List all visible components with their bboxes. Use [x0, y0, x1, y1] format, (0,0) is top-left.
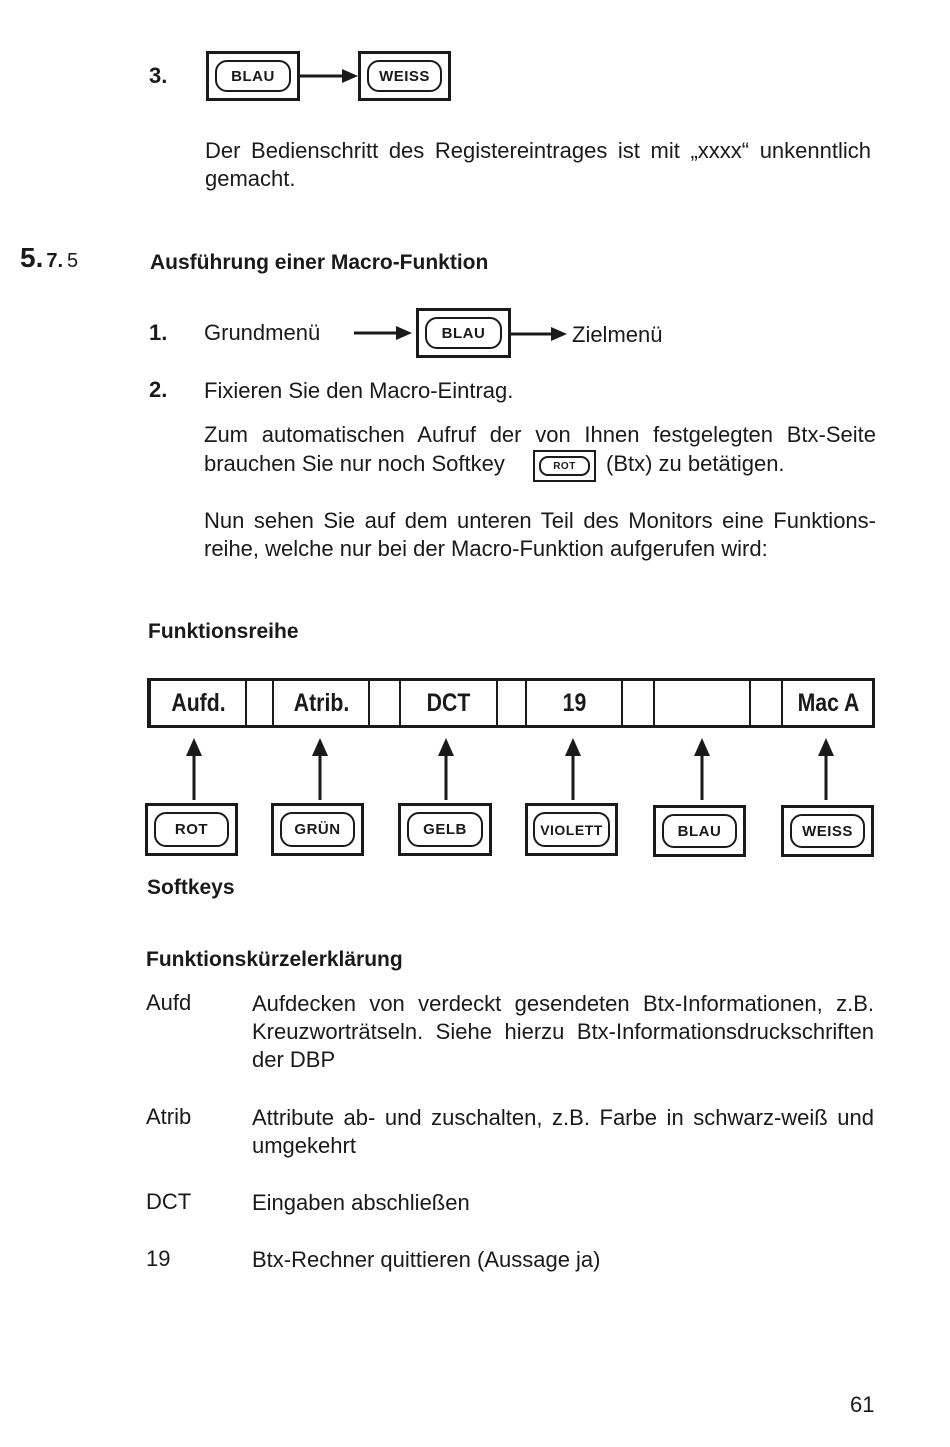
- softkey-gruen: [271, 803, 364, 856]
- cell-divider: [496, 681, 498, 725]
- arrow-up-icon: [436, 738, 456, 800]
- softkeys-heading: Softkeys: [147, 876, 235, 899]
- key-label: ROT: [154, 812, 229, 847]
- cell-divider: [749, 681, 751, 725]
- abbr-definition: [252, 1246, 874, 1274]
- paragraph: [204, 507, 876, 563]
- paragraph: [204, 421, 876, 449]
- arrow-right-icon: [354, 323, 414, 343]
- blau-key: [416, 308, 511, 358]
- function-cell: Mac A: [797, 688, 860, 717]
- key-label: GRÜN: [280, 812, 355, 847]
- function-cell: Atrib.: [293, 688, 350, 717]
- text-line: Aufdecken von verdeckt gesendeten Btx-Informationen, z.B.: [252, 991, 874, 1016]
- text-line: reihe, welche nur bei der Macro-Funktion aufgerufen wird:: [204, 536, 768, 561]
- section-number: [20, 243, 78, 278]
- step-number: 2.: [149, 377, 168, 402]
- arrow-up-icon: [184, 738, 204, 800]
- softkey-violett: [525, 803, 618, 856]
- cell-divider: [621, 681, 623, 725]
- section-title: Ausführung einer Macro-Funktion: [150, 251, 489, 274]
- arrow-up-icon: [692, 738, 712, 800]
- arrow-up-icon: [816, 738, 836, 800]
- step-number: 1.: [149, 320, 168, 345]
- cell-divider: [653, 681, 655, 725]
- cell-divider: [525, 681, 527, 725]
- blau-key: [206, 51, 300, 101]
- key-label: VIOLETT: [533, 812, 610, 847]
- text-line: der DBP: [252, 1047, 336, 1072]
- cell-divider: [399, 681, 401, 725]
- abbr-term: Atrib: [146, 1104, 192, 1129]
- text-line: Eingaben abschließen: [252, 1190, 470, 1215]
- arrow-up-icon: [310, 738, 330, 800]
- cell-divider: [245, 681, 247, 725]
- function-cell: 19: [562, 688, 587, 717]
- step-number: 3.: [149, 63, 168, 88]
- function-cell: DCT: [426, 688, 471, 717]
- text-line: Der Bedienschritt des Registereintrages ist mit „xxxx“ unkenntlich: [205, 138, 871, 163]
- key-label: BLAU: [425, 317, 502, 349]
- arrow-right-icon: [511, 324, 569, 344]
- abbr-definition: [252, 1189, 874, 1217]
- section-number-minor: 5: [67, 250, 79, 272]
- rot-key: [533, 450, 596, 482]
- funktionsreihe-heading: Funktionsreihe: [148, 620, 299, 643]
- step-text: Fixieren Sie den Macro-Eintrag.: [204, 378, 514, 403]
- softkey-blau: [653, 805, 746, 857]
- text-line: Nun sehen Sie auf dem unteren Teil des Monitors eine Funktions-: [204, 508, 876, 533]
- text-line: Btx-Rechner quittieren (Aussage ja): [252, 1247, 601, 1272]
- text-line: umgekehrt: [252, 1133, 356, 1158]
- arrow-right-icon: [300, 66, 360, 86]
- function-cell: Aufd.: [171, 688, 226, 717]
- function-cell: [662, 681, 743, 725]
- section-number-mid: 7.: [46, 250, 64, 272]
- text-line: Zum automatischen Aufruf der von Ihnen festgelegten Btx-Seite: [204, 422, 876, 447]
- zielmenu-label: Zielmenü: [572, 322, 663, 347]
- text-line: Attribute ab- und zuschalten, z.B. Farbe in schwarz-weiß und: [252, 1105, 874, 1130]
- text-line: Kreuzworträtseln. Siehe hierzu Btx-Informationsdruckschriften: [252, 1019, 874, 1044]
- key-label: BLAU: [662, 814, 737, 848]
- cell-divider: [781, 681, 783, 725]
- text-line: (Btx) zu betätigen.: [606, 451, 785, 476]
- text-line: gemacht.: [205, 166, 296, 191]
- key-label: WEISS: [367, 60, 442, 92]
- paragraph: [205, 137, 871, 193]
- function-bar: [147, 678, 875, 728]
- softkey-rot: [145, 803, 238, 856]
- abbr-definition: [252, 1104, 874, 1160]
- cell-divider: [368, 681, 370, 725]
- abbr-term: Aufd: [146, 990, 192, 1015]
- softkey-gelb: [398, 803, 492, 856]
- key-label: ROT: [539, 456, 590, 476]
- text-line: brauchen Sie nur noch Softkey: [204, 451, 505, 476]
- abbr-term: 19: [146, 1246, 171, 1271]
- key-label: WEISS: [790, 814, 865, 848]
- weiss-key: [358, 51, 451, 101]
- cell-divider: [272, 681, 274, 725]
- abbr-term: DCT: [146, 1189, 192, 1214]
- erklaerung-heading: Funktionskürzelerklärung: [146, 948, 403, 971]
- arrow-up-icon: [563, 738, 583, 800]
- softkey-weiss: [781, 805, 874, 857]
- abbr-definition: [252, 990, 874, 1074]
- key-label: GELB: [407, 812, 483, 847]
- key-label: BLAU: [215, 60, 291, 92]
- section-number-major: 5.: [20, 242, 44, 273]
- grundmenu-label: Grundmenü: [204, 320, 321, 345]
- page-number: 61: [850, 1392, 875, 1417]
